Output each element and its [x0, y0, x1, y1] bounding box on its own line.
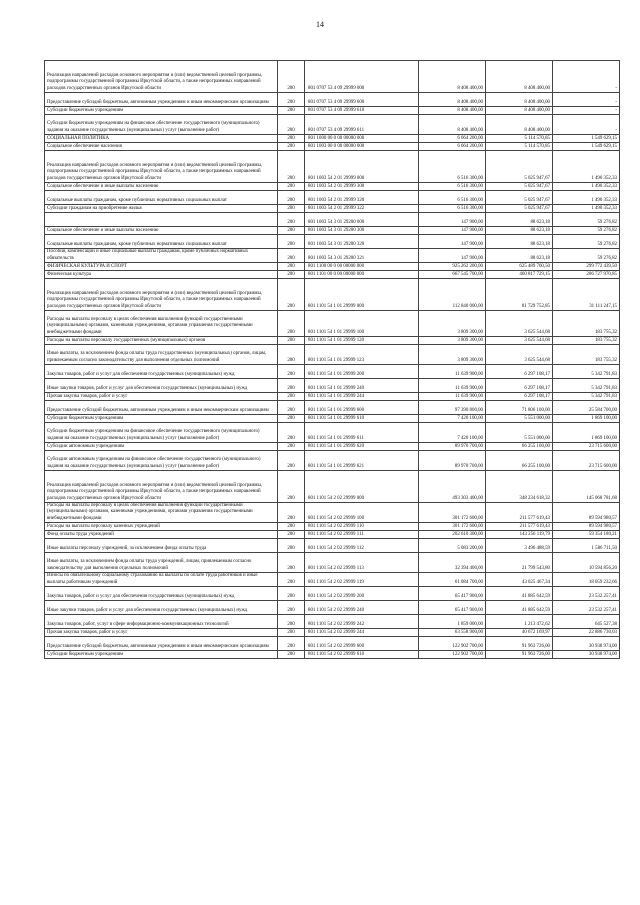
table-row: [45, 523, 620, 531]
row-budget-code: 801 1003 54 3 01 29200 320: [305, 235, 419, 249]
row-remaining: 59 354 180,21: [553, 531, 620, 539]
row-group-code: 200: [278, 601, 305, 615]
row-budget-code: 801 1101 54 1 01 29999 610: [305, 415, 419, 423]
row-remaining: 1 490 352,33: [553, 183, 620, 191]
table-row: [45, 553, 620, 573]
row-approved: 493 303 400,00: [419, 471, 486, 503]
table-row: [45, 531, 620, 539]
row-executed: 6 297 108,17: [486, 393, 553, 401]
row-budget-code: 801 1003 54 2 01 29999 300: [305, 183, 419, 191]
row-group-code: 200: [278, 503, 305, 523]
row-remaining: 1 490 352,33: [553, 205, 620, 213]
row-approved: 8 408 400,00: [419, 115, 486, 135]
row-budget-code: 801 0707 53 4 09 29999 611: [305, 115, 419, 135]
row-name: Социальное обеспечение и иные выплаты населению: [45, 183, 278, 191]
row-executed: 6 297 108,17: [486, 379, 553, 393]
row-budget-code: 801 1101 54 1 01 29999 100: [305, 311, 419, 337]
row-executed: 5 114 570,85: [486, 143, 553, 151]
row-approved: 122 902 700,00: [419, 637, 486, 651]
row-group-code: 200: [278, 93, 305, 107]
row-group-code: 200: [278, 337, 305, 345]
table-row: [45, 615, 620, 629]
row-budget-code: 801 1000 00 0 00 00000 000: [305, 135, 419, 143]
budget-table: [44, 60, 620, 659]
row-group-code: 200: [278, 531, 305, 539]
row-executed: 211 577 619,43: [486, 503, 553, 523]
row-group-code: 200: [278, 227, 305, 235]
row-remaining: 1 869 100,00: [553, 423, 620, 443]
row-budget-code: 801 1003 54 3 01 29200 300: [305, 227, 419, 235]
row-executed: 5 025 947,67: [486, 183, 553, 191]
row-group-code: 200: [278, 151, 305, 183]
row-remaining: 31 111 247,15: [553, 279, 620, 311]
row-name: Субсидии гражданам на приобретение жилья: [45, 205, 278, 213]
table-row: [45, 401, 620, 415]
row-remaining: 23 532 257,41: [553, 601, 620, 615]
table-row: [45, 345, 620, 365]
row-executed: 5 551 000,00: [486, 415, 553, 423]
row-group-code: 200: [278, 471, 305, 503]
row-budget-code: 801 1003 54 2 01 29999 322: [305, 205, 419, 213]
row-name: Реализация направлений расходов основного мероприятия и (или) ведомственной целевой программы, подпрограммы государственной программы Иркутской области, а также непрограммных направлений расходов государственных органов Иркутской области: [45, 151, 278, 183]
row-name: Иные выплаты, за исключением фонда оплаты труда учреждений, лицам, привлекаемым согласно законодательству для выполнения отдельных полномочий: [45, 553, 278, 573]
row-remaining: -: [553, 115, 620, 135]
table-row: [45, 135, 620, 143]
row-approved: 147 900,00: [419, 249, 486, 263]
row-group-code: 200: [278, 415, 305, 423]
row-name: Субсидии автономным учреждениям: [45, 443, 278, 451]
row-approved: 301 172 600,00: [419, 523, 486, 531]
row-approved: 112 840 000,00: [419, 279, 486, 311]
table-row: [45, 143, 620, 151]
row-remaining: 645 527,38: [553, 615, 620, 629]
row-group-code: 200: [278, 61, 305, 93]
row-executed: 3 625 544,68: [486, 311, 553, 337]
row-budget-code: 801 1101 54 1 01 29999 120: [305, 337, 419, 345]
page-number: 14: [316, 20, 324, 29]
row-budget-code: 801 1101 54 2 02 29999 242: [305, 615, 419, 629]
row-remaining: -: [553, 61, 620, 93]
row-remaining: 18 059 232,66: [553, 573, 620, 587]
table-row: [45, 235, 620, 249]
row-remaining: 59 276,82: [553, 213, 620, 227]
row-approved: 3 809 300,00: [419, 337, 486, 345]
table-row: [45, 601, 620, 615]
row-group-code: 200: [278, 393, 305, 401]
row-executed: 8 408 400,00: [486, 107, 553, 115]
table-row: [45, 191, 620, 205]
row-executed: 66 255 100,00: [486, 443, 553, 451]
row-name: [45, 213, 278, 227]
table-row: [45, 451, 620, 471]
row-group-code: 200: [278, 423, 305, 443]
row-name: Расходы на выплаты персоналу в целях обеспечения выполнения функций государственными (муниципальными) органами, казенными учреждениями, органами управления государственными внебюджетными фондами: [45, 311, 278, 337]
row-approved: 147 900,00: [419, 227, 486, 235]
row-approved: 89 970 700,00: [419, 451, 486, 471]
row-remaining: 1 586 711,50: [553, 539, 620, 553]
row-group-code: 200: [278, 523, 305, 531]
row-approved: 8 408 400,00: [419, 61, 486, 93]
table-row: [45, 503, 620, 523]
row-budget-code: 801 1101 54 1 01 29999 200: [305, 365, 419, 379]
row-remaining: 5 342 791,83: [553, 379, 620, 393]
row-name: Пособия, компенсации и иные социальные выплаты гражданам, кроме публичных нормативных обязательств: [45, 249, 278, 263]
row-group-code: 200: [278, 345, 305, 365]
row-remaining: 1 549 629,15: [553, 143, 620, 151]
table-row: [45, 227, 620, 235]
row-approved: 61 084 700,00: [419, 573, 486, 587]
row-executed: 81 729 752,85: [486, 279, 553, 311]
row-budget-code: 801 0707 53 4 09 29999 000: [305, 61, 419, 93]
row-group-code: 200: [278, 271, 305, 279]
table-row: [45, 573, 620, 587]
row-group-code: 200: [278, 637, 305, 651]
row-budget-code: 801 1101 54 1 01 29999 000: [305, 279, 419, 311]
row-budget-code: 801 0707 53 4 09 29999 600: [305, 93, 419, 107]
row-remaining: 183 755,32: [553, 311, 620, 337]
row-executed: 5 025 947,67: [486, 191, 553, 205]
row-budget-code: 801 1101 54 2 02 29999 100: [305, 503, 419, 523]
row-budget-code: 801 1003 54 3 01 29200 000: [305, 213, 419, 227]
table-row: [45, 415, 620, 423]
row-executed: 5 114 570,85: [486, 135, 553, 143]
row-approved: 925 262 200,00: [419, 263, 486, 271]
row-budget-code: 801 1101 00 0 00 00000 000: [305, 271, 419, 279]
row-budget-code: 801 1101 54 2 02 29999 112: [305, 539, 419, 553]
row-name: Социальные выплаты гражданам, кроме публичных нормативных социальных выплат: [45, 191, 278, 205]
row-approved: 63 558 900,00: [419, 629, 486, 637]
table-row: [45, 151, 620, 183]
row-executed: 5 025 947,67: [486, 205, 553, 213]
row-remaining: 206 727 970,85: [553, 271, 620, 279]
row-approved: 8 408 400,00: [419, 107, 486, 115]
row-remaining: 1 490 352,33: [553, 191, 620, 205]
row-group-code: 200: [278, 573, 305, 587]
row-name: Иные закупки товаров, работ и услуг для обеспечения государственных (муниципальных) нужд: [45, 379, 278, 393]
row-budget-code: 801 1101 54 2 02 29999 600: [305, 637, 419, 651]
row-approved: 11 639 900,00: [419, 365, 486, 379]
row-group-code: 200: [278, 279, 305, 311]
row-budget-code: 801 1100 00 0 00 00000 000: [305, 263, 419, 271]
row-budget-code: 801 1101 54 2 02 29999 240: [305, 601, 419, 615]
row-remaining: 5 342 791,83: [553, 393, 620, 401]
row-approved: 6 664 200,00: [419, 135, 486, 143]
row-executed: 5 025 947,67: [486, 151, 553, 183]
row-remaining: -: [553, 93, 620, 107]
row-executed: 66 255 100,00: [486, 451, 553, 471]
row-group-code: 200: [278, 587, 305, 601]
row-approved: 3 809 300,00: [419, 311, 486, 337]
row-executed: 21 799 543,80: [486, 553, 553, 573]
row-name: Субсидии автономным учреждениям на финансовое обеспечение государственного (муниципального) задания на оказание государственных (муниципальных) услуг (выполнение работ): [45, 451, 278, 471]
row-approved: 5 083 200,00: [419, 539, 486, 553]
row-approved: 6 516 300,00: [419, 183, 486, 191]
row-group-code: 200: [278, 539, 305, 553]
row-budget-code: 801 1101 54 1 01 29999 600: [305, 401, 419, 415]
table-row: [45, 115, 620, 135]
row-remaining: 10 594 856,20: [553, 553, 620, 573]
row-executed: 460 817 729,15: [486, 271, 553, 279]
row-approved: 65 417 900,00: [419, 601, 486, 615]
row-budget-code: 801 1101 54 1 01 29999 611: [305, 423, 419, 443]
row-budget-code: 801 1101 54 2 02 29999 244: [305, 629, 419, 637]
row-approved: 6 516 300,00: [419, 205, 486, 213]
row-budget-code: 801 1003 00 0 00 00000 000: [305, 143, 419, 151]
row-approved: 11 639 900,00: [419, 379, 486, 393]
row-budget-code: 801 1101 54 2 02 29999 119: [305, 573, 419, 587]
row-group-code: 200: [278, 183, 305, 191]
row-remaining: 1 490 352,33: [553, 151, 620, 183]
row-remaining: 30 938 974,00: [553, 637, 620, 651]
row-remaining: 1 869 100,00: [553, 415, 620, 423]
row-group-code: 200: [278, 235, 305, 249]
table-row: [45, 393, 620, 401]
row-approved: 147 900,00: [419, 213, 486, 227]
row-executed: 5 551 000,00: [486, 423, 553, 443]
row-budget-code: 801 1101 54 2 02 29999 610: [305, 651, 419, 659]
row-budget-code: 801 1101 54 1 01 29999 123: [305, 345, 419, 365]
row-executed: 91 963 726,00: [486, 651, 553, 659]
row-name: Расходы на выплаты персоналу в целях обеспечения выполнения функций государственными (муниципальными) органами, казенными учреждениями, органами управления государственными внебюджетными фондами: [45, 503, 278, 523]
row-budget-code: 801 1101 54 2 02 29999 200: [305, 587, 419, 601]
table-row: [45, 587, 620, 601]
row-approved: 97 390 800,00: [419, 401, 486, 415]
table-row: [45, 61, 620, 93]
row-budget-code: 801 1003 54 3 01 29200 321: [305, 249, 419, 263]
row-name: Субсидии бюджетным учреждениям: [45, 651, 278, 659]
row-group-code: 200: [278, 263, 305, 271]
row-remaining: 30 938 974,00: [553, 651, 620, 659]
row-remaining: 22 886 730,03: [553, 629, 620, 637]
row-executed: 6 297 108,17: [486, 365, 553, 379]
row-group-code: 200: [278, 205, 305, 213]
row-approved: 7 420 100,00: [419, 423, 486, 443]
table-row: [45, 629, 620, 637]
row-budget-code: 801 1101 54 1 01 29999 240: [305, 379, 419, 393]
row-budget-code: 801 1101 54 1 01 29999 244: [305, 393, 419, 401]
row-group-code: 200: [278, 379, 305, 393]
row-executed: 348 234 618,32: [486, 471, 553, 503]
row-budget-code: 801 1101 54 2 02 29999 111: [305, 531, 419, 539]
row-name: Реализация направлений расходов основного мероприятия и (или) ведомственной целевой программы, подпрограммы государственной программы Иркутской области, а также непрограммных направлений расходов государственных органов Иркутской области: [45, 61, 278, 93]
row-name: Предоставление субсидий бюджетным, автономным учреждениям и иным некоммерческим организациям: [45, 401, 278, 415]
table-row: [45, 637, 620, 651]
row-group-code: 200: [278, 143, 305, 151]
row-executed: 8 408 400,00: [486, 115, 553, 135]
row-name: Предоставление субсидий бюджетным, автономным учреждениям и иным некоммерческим организациям: [45, 637, 278, 651]
table-row: [45, 379, 620, 393]
row-name: Иные закупки товаров, работ и услуг для обеспечения государственных (муниципальных) нужд: [45, 601, 278, 615]
row-executed: 8 408 400,00: [486, 93, 553, 107]
row-name: Взносы по обязательному социальному страхованию на выплаты по оплате труда работников и иные выплаты работникам учреждений: [45, 573, 278, 587]
row-name: ФИЗИЧЕСКАЯ КУЛЬТУРА И СПОРТ: [45, 263, 278, 271]
row-budget-code: 801 1101 54 2 02 29999 000: [305, 471, 419, 503]
row-name: СОЦИАЛЬНАЯ ПОЛИТИКА: [45, 135, 278, 143]
row-group-code: 200: [278, 311, 305, 337]
row-group-code: 200: [278, 401, 305, 415]
row-name: Закупка товаров, работ и услуг для обеспечения государственных (муниципальных) нужд: [45, 365, 278, 379]
row-remaining: 25 584 700,00: [553, 401, 620, 415]
table-row: [45, 271, 620, 279]
table-row: [45, 539, 620, 553]
row-approved: 6 664 200,00: [419, 143, 486, 151]
row-name: Расходы на выплаты персоналу казенных учреждений: [45, 523, 278, 531]
table-row: [45, 471, 620, 503]
row-approved: 147 900,00: [419, 235, 486, 249]
row-approved: 122 902 700,00: [419, 651, 486, 659]
table-row: [45, 249, 620, 263]
row-approved: 3 809 300,00: [419, 345, 486, 365]
row-approved: 202 610 300,00: [419, 531, 486, 539]
row-approved: 1 859 000,00: [419, 615, 486, 629]
row-approved: 8 408 400,00: [419, 93, 486, 107]
row-name: Субсидии бюджетным учреждениям: [45, 107, 278, 115]
row-name: Закупка товаров, работ, услуг в сфере информационно-коммуникационных технологий: [45, 615, 278, 629]
row-executed: 41 885 642,59: [486, 587, 553, 601]
row-remaining: -: [553, 107, 620, 115]
row-group-code: 200: [278, 615, 305, 629]
row-budget-code: 801 1003 54 2 01 29999 000: [305, 151, 419, 183]
row-budget-code: 801 0707 53 4 09 29999 610: [305, 107, 419, 115]
row-budget-code: 801 1101 54 1 01 29999 620: [305, 443, 419, 451]
row-remaining: 183 755,32: [553, 337, 620, 345]
row-remaining: 23 715 600,00: [553, 443, 620, 451]
table-row: [45, 337, 620, 345]
row-remaining: 1 549 629,15: [553, 135, 620, 143]
table-row: [45, 365, 620, 379]
row-executed: 88 623,18: [486, 213, 553, 227]
row-group-code: 200: [278, 629, 305, 637]
row-approved: 32 394 400,00: [419, 553, 486, 573]
row-name: Субсидии бюджетным учреждениям: [45, 415, 278, 423]
row-remaining: 299 772 439,50: [553, 263, 620, 271]
row-name: Субсидии бюджетным учреждениям на финансовое обеспечение государственного (муниципального) задания на оказание государственных (муниципальных) услуг (выполнение работ): [45, 115, 278, 135]
row-approved: 6 516 300,00: [419, 191, 486, 205]
row-remaining: 23 715 600,00: [553, 451, 620, 471]
row-remaining: 183 755,32: [553, 345, 620, 365]
row-executed: 3 625 544,68: [486, 345, 553, 365]
row-remaining: 89 594 980,57: [553, 523, 620, 531]
row-approved: 11 639 900,00: [419, 393, 486, 401]
row-approved: 7 420 100,00: [419, 415, 486, 423]
row-group-code: 200: [278, 249, 305, 263]
row-group-code: 200: [278, 213, 305, 227]
row-remaining: 59 276,82: [553, 249, 620, 263]
row-name: Фонд оплаты труда учреждений: [45, 531, 278, 539]
row-executed: 8 408 400,00: [486, 61, 553, 93]
row-name: Реализация направлений расходов основного мероприятия и (или) ведомственной целевой программы, подпрограммы государственной программы Иркутской области, а также непрограммных направлений расходов государственных органов Иркутской области: [45, 279, 278, 311]
row-approved: 89 970 700,00: [419, 443, 486, 451]
row-name: Иные выплаты персоналу учреждений, за исключением фонда оплаты труда: [45, 539, 278, 553]
row-name: Социальные выплаты гражданам, кроме публичных нормативных социальных выплат: [45, 235, 278, 249]
row-name: Предоставление субсидий бюджетным, автономным учреждениям и иным некоммерческим организациям: [45, 93, 278, 107]
table-row: [45, 213, 620, 227]
table-row: [45, 651, 620, 659]
row-group-code: 200: [278, 451, 305, 471]
row-budget-code: 801 1101 54 2 02 29999 113: [305, 553, 419, 573]
row-approved: 6 516 300,00: [419, 151, 486, 183]
row-executed: 625 489 760,50: [486, 263, 553, 271]
row-remaining: 59 276,82: [553, 227, 620, 235]
row-group-code: 200: [278, 115, 305, 135]
table-row: [45, 93, 620, 107]
table-row: [45, 423, 620, 443]
row-executed: 43 025 467,34: [486, 573, 553, 587]
row-approved: 65 417 900,00: [419, 587, 486, 601]
row-approved: 667 545 700,00: [419, 271, 486, 279]
row-group-code: 200: [278, 365, 305, 379]
row-name: Реализация направлений расходов основного мероприятия и (или) ведомственной целевой программы, подпрограммы государственной программы Иркутской области, а также непрограммных направлений расходов государственных органов Иркутской области: [45, 471, 278, 503]
row-budget-code: 801 1101 54 1 01 29999 621: [305, 451, 419, 471]
row-group-code: 200: [278, 107, 305, 115]
table-row: [45, 263, 620, 271]
table-row: [45, 279, 620, 311]
row-name: Прочая закупка товаров, работ и услуг: [45, 393, 278, 401]
row-executed: 211 577 619,43: [486, 523, 553, 531]
row-group-code: 200: [278, 553, 305, 573]
row-remaining: 23 532 257,41: [553, 587, 620, 601]
row-group-code: 200: [278, 651, 305, 659]
row-name: Закупка товаров, работ и услуг для обеспечения государственных (муниципальных) нужд: [45, 587, 278, 601]
row-name: Субсидии бюджетным учреждениям на финансовое обеспечение государственного (муниципального) задания на оказание государственных (муниципальных) услуг (выполнение работ): [45, 423, 278, 443]
row-executed: 71 806 100,00: [486, 401, 553, 415]
row-budget-code: 801 1003 54 2 01 29999 320: [305, 191, 419, 205]
row-group-code: 200: [278, 135, 305, 143]
table-row: [45, 107, 620, 115]
row-remaining: 5 342 791,83: [553, 365, 620, 379]
row-executed: 88 623,18: [486, 227, 553, 235]
row-executed: 143 256 119,79: [486, 531, 553, 539]
row-name: Прочая закупка товаров, работ и услуг: [45, 629, 278, 637]
row-executed: 88 623,18: [486, 249, 553, 263]
table-row: [45, 205, 620, 213]
table-row: [45, 311, 620, 337]
row-name: Иные выплаты, за исключением фонда оплаты труда государственных (муниципальных) органов, лицам, привлекаемым согласно законодательству для выполнения отдельных полномочий: [45, 345, 278, 365]
row-executed: 1 213 472,62: [486, 615, 553, 629]
row-name: Физическая культура: [45, 271, 278, 279]
row-executed: 40 672 169,97: [486, 629, 553, 637]
row-group-code: 200: [278, 443, 305, 451]
row-executed: 91 963 726,00: [486, 637, 553, 651]
row-executed: 3 625 544,68: [486, 337, 553, 345]
row-remaining: 145 068 781,68: [553, 471, 620, 503]
row-executed: 3 496 488,59: [486, 539, 553, 553]
row-remaining: 59 276,82: [553, 235, 620, 249]
row-executed: 41 885 642,59: [486, 601, 553, 615]
row-executed: 88 623,18: [486, 235, 553, 249]
row-name: Социальное обеспечение населения: [45, 143, 278, 151]
row-remaining: 89 594 980,57: [553, 503, 620, 523]
table-row: [45, 183, 620, 191]
row-name: Социальное обеспечение и иные выплаты населению: [45, 227, 278, 235]
row-group-code: 200: [278, 191, 305, 205]
row-name: Расходы на выплаты персоналу государственных (муниципальных) органов: [45, 337, 278, 345]
row-budget-code: 801 1101 54 2 02 29999 110: [305, 523, 419, 531]
row-approved: 301 172 600,00: [419, 503, 486, 523]
table-row: [45, 443, 620, 451]
